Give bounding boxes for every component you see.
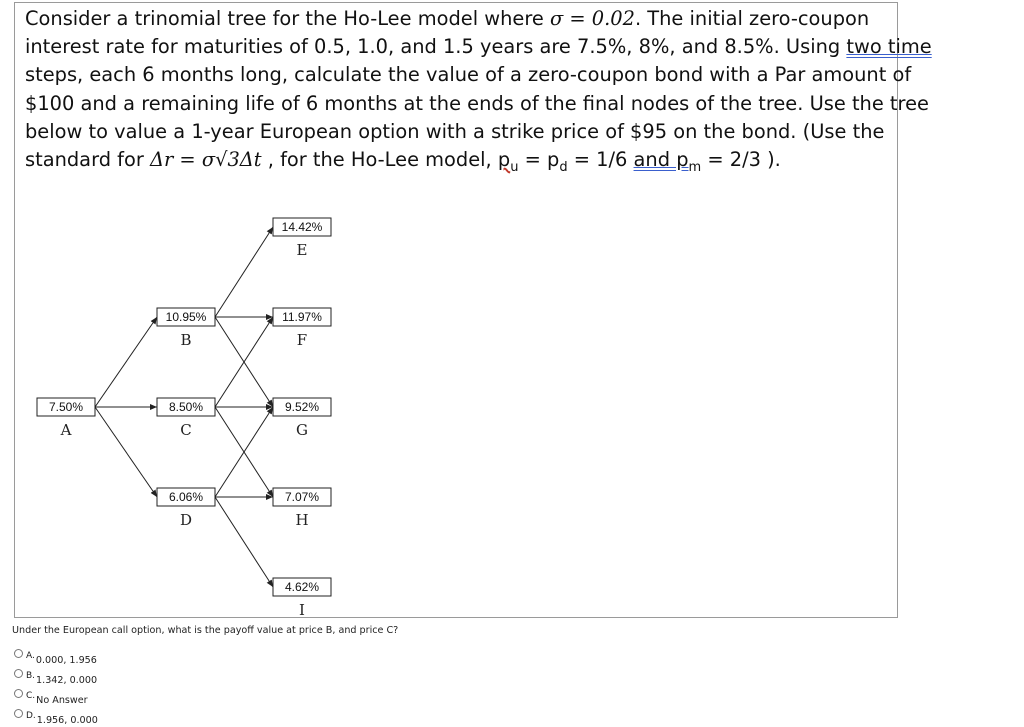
tree-node-rate: 10.95% [165, 310, 207, 324]
choice-b-letter: B. [26, 671, 36, 681]
question-text-segment: interest rate for maturities of 0.5, 1.0, and 1.5 years are 7.5%, 8%, and 8.5%. Using [25, 35, 847, 59]
tree-node-label: B [180, 331, 192, 349]
choice-c-letter: C. [26, 691, 36, 701]
tree-node-label: E [296, 241, 308, 259]
tree-node-label: C [180, 421, 192, 439]
question-text-segment: , each 6 months long, calculate the value of a zero-coupon bond with a Par amount of [77, 63, 912, 87]
tree-node-rate: 11.97% [282, 310, 322, 324]
delta-r-formula: Δr = σ√3Δt [150, 148, 262, 172]
radio-c[interactable] [14, 689, 23, 698]
tree-node-rate: 7.07% [284, 490, 320, 504]
tree-edge-d-i [215, 497, 273, 587]
multiple-choice-prompt: Under the European call option, what is the payoff value at price B, and price C? [12, 625, 399, 636]
p-symbol: p [497, 148, 511, 172]
question-text-segment: below to value a 1-year European option with a strike price of $95 on the bond. (Use the [25, 119, 885, 143]
tree-node-rate: 9.52% [284, 400, 320, 414]
radio-b[interactable] [14, 669, 23, 678]
question-text-segment: $100 and a remaining life of 6 months at the ends of the final nodes of the tree. Use the tree [25, 91, 929, 115]
tree-node-rate: 7.50% [48, 400, 84, 414]
tree-edge-a-b [95, 317, 157, 407]
tree-node-rate: 14.42% [281, 220, 323, 234]
choice-c-text: No Answer [36, 695, 88, 706]
choice-d-letter: D. [26, 711, 36, 721]
m-subscript: m [688, 159, 702, 175]
question-text-segment: standard for [25, 148, 150, 172]
sigma-formula: σ = 0.02 [549, 7, 635, 30]
choice-c[interactable] [14, 685, 88, 704]
choice-d-text: 1.956, 0.000 [36, 715, 98, 726]
tree-node-i [273, 578, 331, 619]
tree-node-rate: 6.06% [168, 490, 204, 504]
tree-nodes [37, 218, 331, 619]
tree-node-label: G [296, 421, 308, 439]
question-text-segment: = 2/3 ). [701, 148, 781, 172]
choice-a-letter: A. [26, 651, 35, 661]
tree-edge-a-d [95, 407, 157, 497]
tree-node-e [273, 218, 331, 259]
choice-b[interactable] [14, 665, 97, 684]
tree-node-g [273, 398, 331, 439]
tree-node-label: I [299, 601, 305, 619]
radio-a[interactable] [14, 649, 23, 658]
question-text-segment: Consider a trinomial tree for the Ho-Lee model where [25, 7, 550, 30]
steps-text: steps [25, 63, 78, 87]
trinomial-tree-diagram [15, 3, 899, 619]
two-time-steps-underlined: two time [846, 35, 932, 59]
question-text-segment: . The initial zero-coupon [634, 7, 870, 30]
tree-node-c [157, 398, 215, 439]
choice-a-text: 0.000, 1.956 [35, 655, 97, 666]
radio-d[interactable] [14, 709, 23, 718]
tree-node-d [157, 488, 215, 529]
and-p-text: and p [633, 148, 689, 172]
choice-a[interactable] [14, 645, 97, 664]
tree-node-label: H [295, 511, 309, 529]
choice-d[interactable] [14, 705, 98, 724]
tree-edge-b-e [215, 227, 273, 317]
d-subscript: d [559, 159, 568, 175]
u-subscript: u [510, 159, 519, 175]
tree-node-label: D [179, 511, 193, 529]
tree-node-b [157, 308, 215, 349]
choice-b-text: 1.342, 0.000 [36, 675, 98, 686]
question-panel [14, 2, 932, 619]
tree-node-a [37, 398, 95, 439]
question-text-segment: = p [518, 148, 560, 172]
tree-node-label: F [296, 331, 308, 349]
tree-node-h [273, 488, 331, 529]
question-text-segment: , for the Ho-Lee model, [261, 148, 498, 172]
tree-node-rate: 4.62% [284, 580, 320, 594]
question-text-segment: = 1/6 [567, 148, 634, 172]
tree-node-rate: 8.50% [168, 400, 204, 414]
tree-node-label: A [60, 421, 72, 439]
tree-node-f [273, 308, 331, 349]
